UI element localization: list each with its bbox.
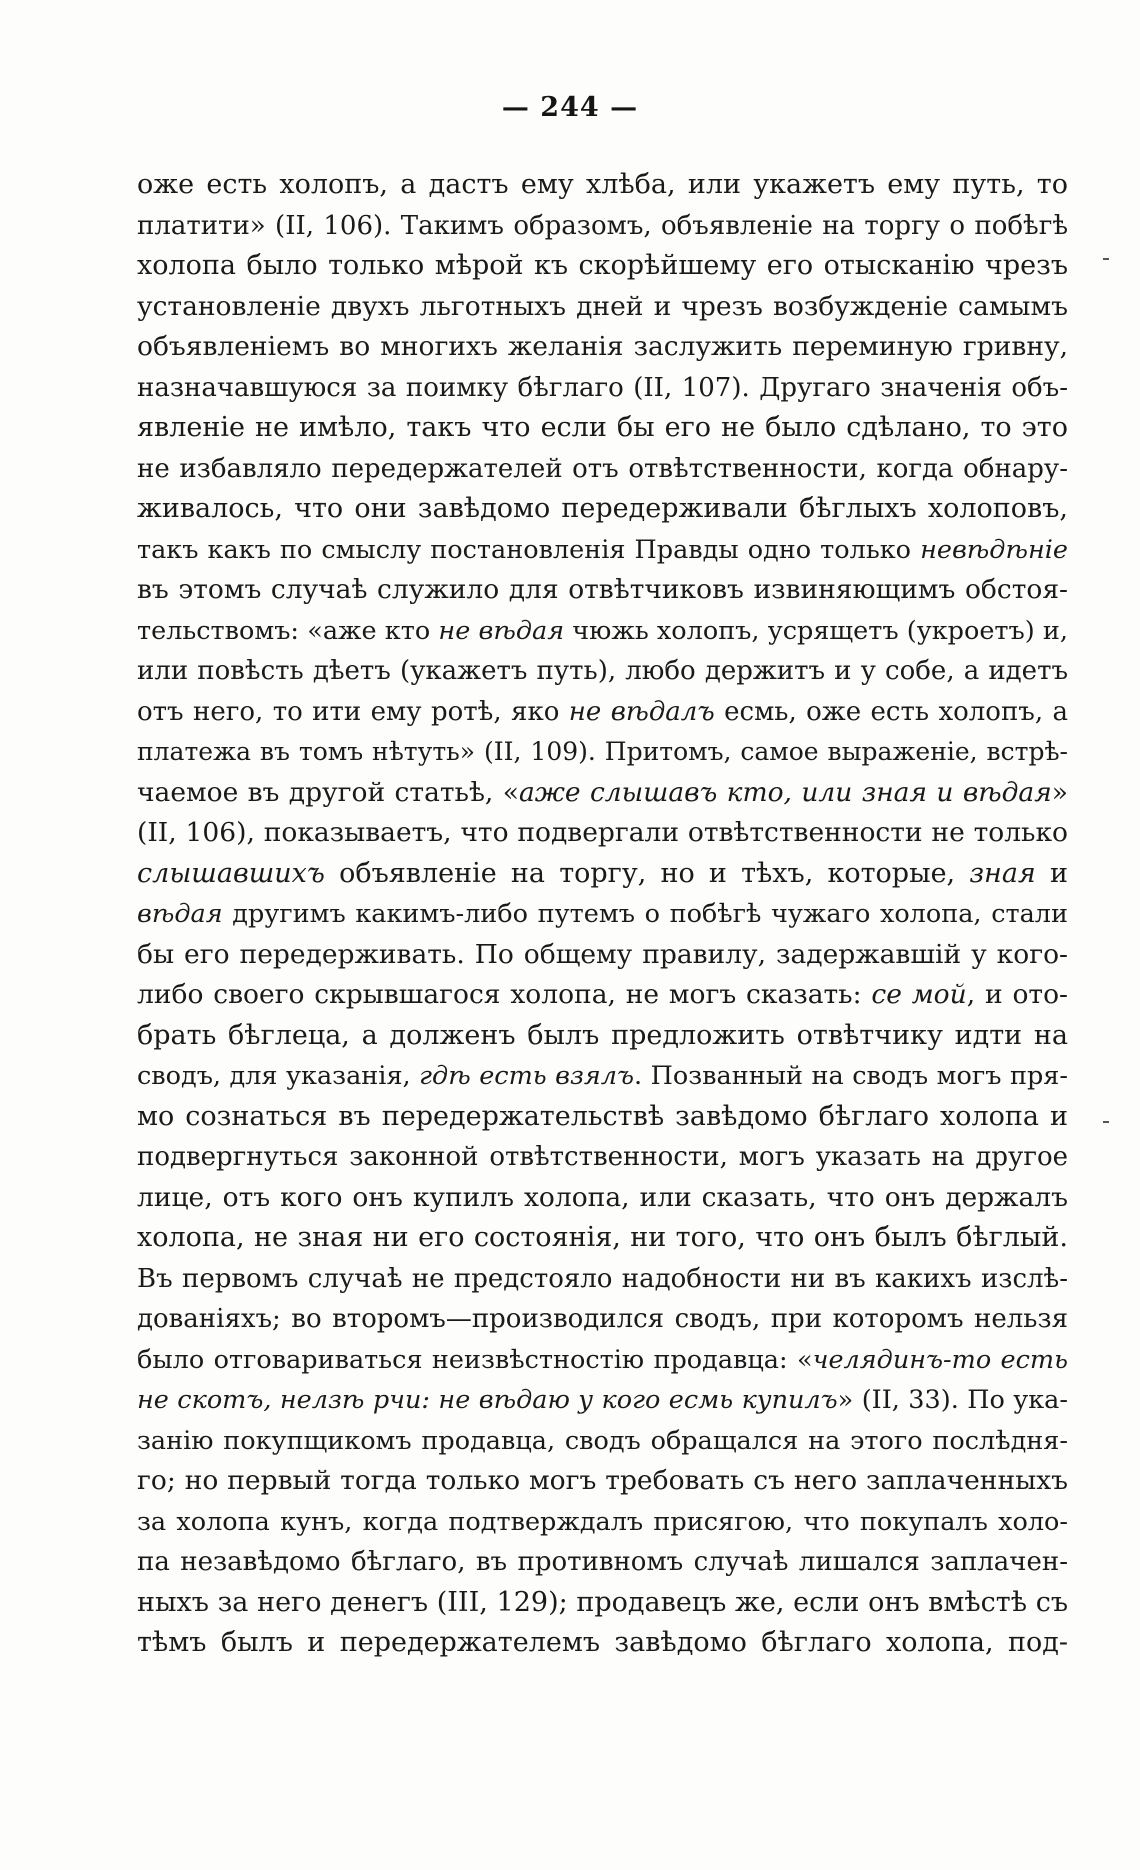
text-run: подвергнуться законной отвѣтственности, могъ указать на другое — [137, 1142, 1068, 1172]
text-run: лице, отъ кого онъ купилъ холопа, или сказать, что онъ держалъ — [137, 1181, 1068, 1213]
text-line — [137, 449, 1068, 490]
text-run: объявленіе на торгу, но и тѣхъ, которые, — [324, 857, 970, 889]
margin-mark — [1103, 1121, 1109, 1123]
text-line — [137, 1623, 1068, 1664]
italic-run: челядинъ-то есть — [812, 1344, 1068, 1375]
text-line — [137, 408, 1068, 449]
text-line — [137, 246, 1068, 287]
text-run: такъ какъ по смыслу постановленія Правды одно только — [137, 534, 921, 565]
text-line — [137, 165, 1068, 206]
text-run: ныхъ за него денегъ (III, 129); продавецъ же, если онъ вмѣстѣ съ — [137, 1586, 1068, 1618]
text-run: па незавѣдомо бѣглаго, въ противномъ случаѣ лишался заплачен- — [137, 1547, 1068, 1577]
text-run: установленіе двухъ льготныхъ дней и чрезъ возбужденіе самымъ — [137, 290, 1068, 322]
text-run: мо сознаться въ передержательствѣ завѣдомо бѣглаго холопа и — [137, 1100, 1068, 1132]
text-run: оже есть холопъ, а дастъ ему хлѣба, или укажетъ ему путь, то — [137, 169, 1068, 200]
text-line — [137, 1259, 1068, 1300]
italic-run: не вѣдая — [438, 615, 565, 646]
text-run: отъ него, то ити ему ротѣ, яко — [137, 696, 569, 727]
text-line — [137, 1056, 1068, 1097]
italic-run: не скотъ, нелзѣ рчи: не вѣдаю у кого есмь купилъ — [137, 1385, 838, 1415]
text-run: объявленіемъ во многихъ желанія заслужить переминую гривну, — [137, 331, 1068, 362]
italic-run: не вѣдалъ — [568, 696, 715, 727]
text-line — [137, 732, 1068, 773]
text-run: (II, 106), показываетъ, что подвергали отвѣтственности не только — [137, 817, 1068, 848]
text-line — [137, 975, 1068, 1016]
text-line — [137, 894, 1068, 935]
text-line — [137, 854, 1068, 895]
text-line — [137, 530, 1068, 571]
text-line — [137, 368, 1068, 409]
italic-run: вѣдая — [137, 899, 223, 929]
margin-mark — [1103, 258, 1109, 260]
text-line — [137, 1583, 1068, 1624]
text-line — [137, 1421, 1068, 1462]
text-line — [137, 773, 1068, 814]
text-run: занію покупщикомъ продавца, сводъ обращался на этого послѣдня- — [137, 1425, 1068, 1456]
text-run: дованіяхъ; во второмъ—производился сводъ, при которомъ нельзя — [137, 1304, 1068, 1334]
text-run: назначавшуюся за поимку бѣглаго (II, 107). Другаго значенія объ- — [137, 372, 1068, 403]
text-run: го; но первый тогда только могъ требовать съ него заплаченныхъ — [137, 1465, 1068, 1496]
text-run: есмь, оже есть холопъ, а — [714, 696, 1068, 727]
text-line — [137, 1380, 1068, 1421]
italic-run: зная — [969, 857, 1036, 889]
page-number: — 244 — — [501, 92, 639, 123]
text-line — [137, 1178, 1068, 1219]
text-run: или повѣсть дѣетъ (укажетъ путь), любо держитъ и у собе, а идетъ — [137, 656, 1068, 686]
text-run: сводъ, для указанія, — [137, 1061, 420, 1091]
text-run: платити» (II, 106). Такимъ образомъ, объявленіе на торгу о побѣгѣ — [137, 210, 1068, 241]
text-run: въ этомъ случаѣ служило для отвѣтчиковъ извиняющимъ обстоя- — [137, 574, 1068, 605]
text-line — [137, 813, 1068, 854]
text-line — [137, 206, 1068, 247]
text-run: и — [1035, 857, 1068, 889]
text-run: явленіе не имѣло, такъ что если бы его не было сдѣлано, то это — [137, 412, 1068, 443]
text-run: . Позванный на сводъ могъ пря- — [634, 1061, 1068, 1091]
italic-run: се мой — [871, 979, 967, 1010]
text-run: другимъ какимъ-либо путемъ о побѣгѣ чужаго холопа, стали — [222, 899, 1068, 929]
text-line — [137, 1137, 1068, 1178]
text-line — [137, 1299, 1068, 1340]
text-run: платежа въ томъ нѣтуть» (II, 109). Притомъ, самое выраженіе, встрѣ- — [137, 737, 1068, 766]
text-run: живалось, что они завѣдомо передерживали бѣглыхъ холоповъ, — [137, 493, 1068, 524]
body-text — [137, 165, 1068, 1664]
text-run: за холопа кунъ, когда подтверждалъ присягою, что покупалъ холо- — [137, 1506, 1068, 1537]
italic-run: слышавшихъ — [137, 857, 325, 889]
text-run: чюжь холопъ, усрящетъ (укроетъ) и, — [564, 615, 1068, 646]
text-line — [137, 1016, 1068, 1057]
text-line — [137, 611, 1068, 652]
text-line — [137, 570, 1068, 611]
text-line — [137, 1097, 1068, 1138]
text-line — [137, 935, 1068, 976]
text-line — [137, 1461, 1068, 1502]
text-run: тѣмъ былъ и передержателемъ завѣдомо бѣглаго холопа, под- — [137, 1627, 1068, 1658]
text-run: либо своего скрывшагося холопа, не могъ сказать: — [137, 979, 872, 1010]
text-run: » (II, 33). По ука- — [837, 1385, 1068, 1415]
text-run: холопа, не зная ни его состоянія, ни того, что онъ былъ бѣглый. — [137, 1222, 1068, 1253]
text-run: холопа было только мѣрой къ скорѣйшему его отысканію чрезъ — [137, 250, 1068, 281]
text-run: бы его передерживать. По общему правилу, задержавшій у кого- — [137, 938, 1068, 970]
italic-run: гдѣ есть взялъ — [419, 1061, 635, 1091]
text-line — [137, 1218, 1068, 1259]
text-run: , и ото- — [966, 979, 1068, 1010]
text-line — [137, 489, 1068, 530]
text-run: брать бѣглеца, а долженъ былъ предложить отвѣтчику идти на — [137, 1019, 1068, 1051]
italic-run: невѣдѣніе — [920, 534, 1068, 565]
text-line — [137, 287, 1068, 328]
text-run: не избавляло передержателей отъ отвѣтственности, когда обнару- — [137, 453, 1068, 484]
text-line — [137, 1340, 1068, 1381]
text-line — [137, 692, 1068, 733]
text-run: было отговариваться неизвѣстностію продавца: « — [137, 1344, 813, 1375]
text-line — [137, 327, 1068, 368]
text-line — [137, 1502, 1068, 1543]
text-run: чаемое въ другой статьѣ, « — [137, 776, 519, 808]
italic-run: аже слышавъ кто, или зная и вѣдая — [518, 776, 1052, 808]
text-line — [137, 1542, 1068, 1583]
text-run: тельствомъ: «аже кто — [137, 615, 439, 646]
text-line — [137, 651, 1068, 692]
text-run: Въ первомъ случаѣ не предстояло надобности ни въ какихъ изслѣ- — [137, 1263, 1068, 1294]
text-run: » — [1051, 776, 1068, 808]
